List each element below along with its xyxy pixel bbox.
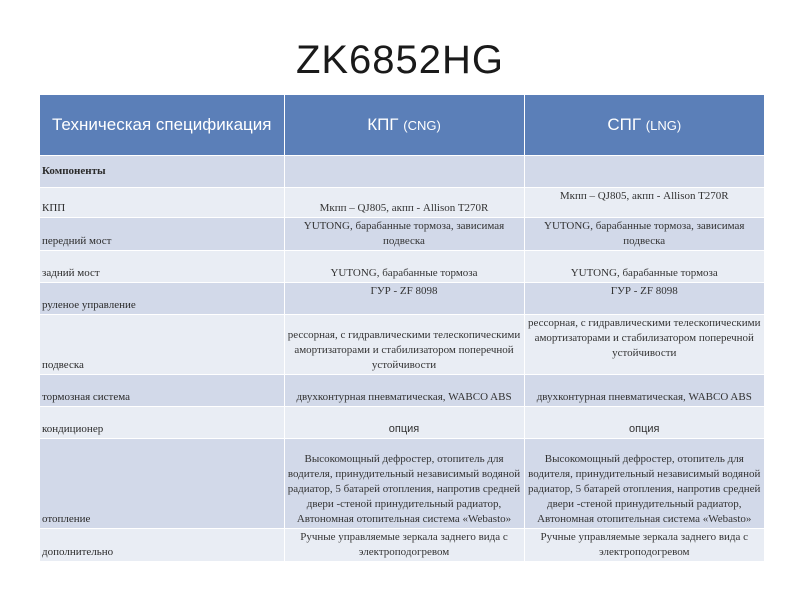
row-label: дополнительно [40, 529, 284, 562]
header-lng [524, 95, 764, 156]
cng-value: рессорная, с гидравлическими телескопическими амортизаторами и стабилизатором поперечной устойчивости [284, 315, 524, 375]
lng-value: опция [524, 407, 764, 439]
row-label: руленое управление [40, 283, 284, 315]
header-cng-main: КПГ [367, 115, 399, 134]
cng-value: Ручные управляемые зеркала заднего вида с электроподогревом [284, 529, 524, 562]
cng-value: двухконтурная пневматическая, WABCO ABS [284, 375, 524, 407]
header-lng-main: СПГ [607, 115, 642, 134]
cng-value: YUTONG, барабанные тормоза [284, 251, 524, 283]
table-row [40, 375, 764, 407]
table-row [40, 283, 764, 315]
row-label: отопление [40, 439, 284, 529]
row-label: КПП [40, 188, 284, 218]
table-row [40, 529, 764, 562]
lng-value: YUTONG, барабанные тормоза, зависимая подвеска [524, 218, 764, 251]
lng-value: рессорная, с гидравлическими телескопическими амортизаторами и стабилизатором поперечной устойчивости [524, 315, 764, 375]
lng-value: Ручные управляемые зеркала заднего вида с электроподогревом [524, 529, 764, 562]
row-label: задний мост [40, 251, 284, 283]
row-label: передний мост [40, 218, 284, 251]
cng-value: опция [284, 407, 524, 439]
page-title: ZK6852HG [295, 38, 505, 82]
row-label: кондиционер [40, 407, 284, 439]
table-cell [284, 156, 524, 188]
table-row [40, 315, 764, 375]
lng-value: ГУР - ZF 8098 [524, 283, 764, 315]
table-row [40, 188, 764, 218]
cng-value: Высокомощный дефростер, отопитель для водителя, принудительный независимый водяной радиатор, 5 батарей отопления, напротив средней двери -стеной принудительный радиатор, Автономная отопительная система «Webasto» [284, 439, 524, 529]
table-row [40, 218, 764, 251]
table-row [40, 439, 764, 529]
row-label: подвеска [40, 315, 284, 375]
cng-value: YUTONG, барабанные тормоза, зависимая подвеска [284, 218, 524, 251]
header-lng-sub: (LNG) [645, 118, 682, 133]
table-header-row [40, 95, 764, 156]
lng-value: Высокомощный дефростер, отопитель для водителя, принудительный независимый водяной радиатор, 5 батарей отопления, напротив средней двери -стеной принудительный радиатор, Автономная отопительная система «Webasto» [524, 439, 764, 529]
header-cng [284, 95, 524, 156]
spec-table [40, 95, 764, 561]
table-row-components [40, 156, 764, 188]
header-cng-sub: (CNG) [403, 118, 441, 133]
table-row [40, 407, 764, 439]
lng-value: Мкпп – QJ805, акпп - Allison T270R [524, 188, 764, 218]
header-spec: Техническая спецификация [40, 95, 284, 156]
row-label: тормозная система [40, 375, 284, 407]
cng-value: Мкпп – QJ805, акпп - Allison T270R [284, 188, 524, 218]
table-row [40, 251, 764, 283]
section-label: Компоненты [40, 156, 284, 188]
cng-value: ГУР - ZF 8098 [284, 283, 524, 315]
lng-value: YUTONG, барабанные тормоза [524, 251, 764, 283]
lng-value: двухконтурная пневматическая, WABCO ABS [524, 375, 764, 407]
table-cell [524, 156, 764, 188]
